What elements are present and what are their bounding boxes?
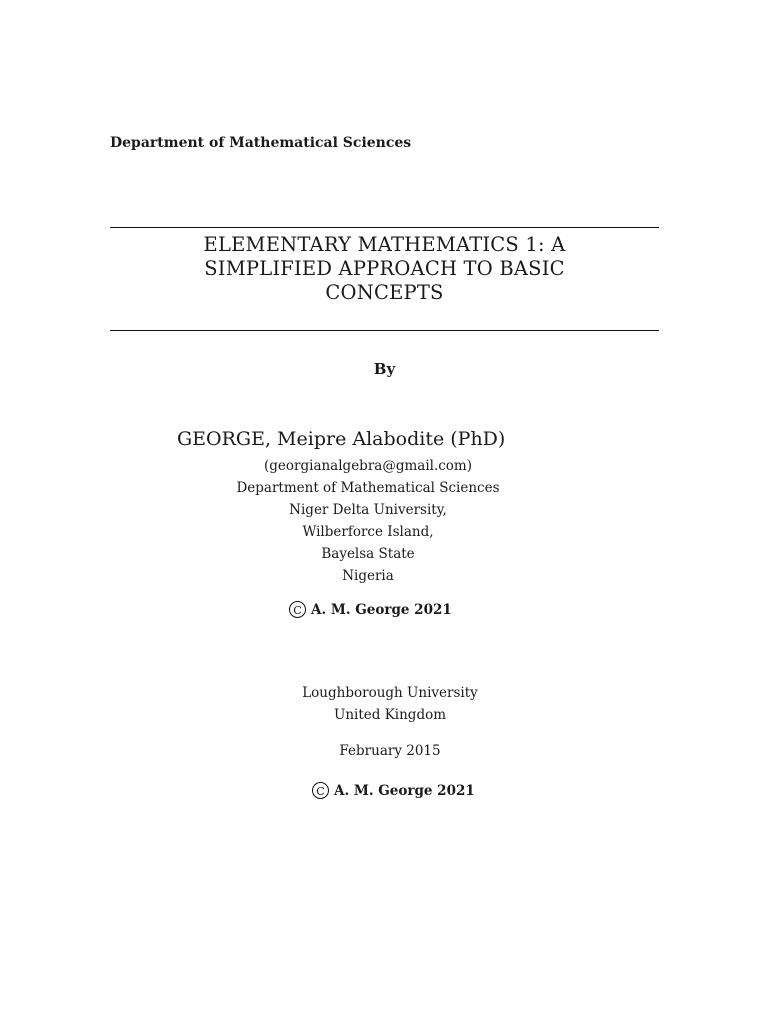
secondary-institution: Loughborough University xyxy=(302,685,478,701)
title-rule-bottom xyxy=(110,330,659,331)
copyright-icon: C xyxy=(289,601,306,618)
document-title xyxy=(110,233,659,305)
author-university: Niger Delta University, xyxy=(289,502,447,518)
title-line-3: CONCEPTS xyxy=(325,281,444,304)
publication-date: February 2015 xyxy=(339,743,441,759)
copyright-notice-2 xyxy=(312,782,475,799)
byline: By xyxy=(373,360,396,378)
author-location: Wilberforce Island, xyxy=(302,524,434,540)
title-line-2: SIMPLIFIED APPROACH TO BASIC xyxy=(204,257,565,280)
author-address xyxy=(110,455,626,587)
secondary-country: United Kingdom xyxy=(333,707,447,723)
title-line-1: ELEMENTARY MATHEMATICS 1: A xyxy=(203,233,566,256)
author-state: Bayelsa State xyxy=(321,546,415,562)
department-header: Department of Mathematical Sciences xyxy=(110,135,412,151)
author-name: GEORGE, Meipre Alabodite (PhD) xyxy=(177,428,506,450)
author-email: (georgianalgebra@gmail.com) xyxy=(264,458,472,474)
copyright-text: A. M. George 2021 xyxy=(311,601,452,618)
author-department: Department of Mathematical Sciences xyxy=(236,480,500,496)
copyright-text: A. M. George 2021 xyxy=(334,782,475,799)
copyright-icon: C xyxy=(312,782,329,799)
copyright-notice-1 xyxy=(289,601,452,618)
title-rule-top xyxy=(110,227,659,228)
secondary-affiliation xyxy=(290,682,490,726)
author-country: Nigeria xyxy=(342,568,394,584)
